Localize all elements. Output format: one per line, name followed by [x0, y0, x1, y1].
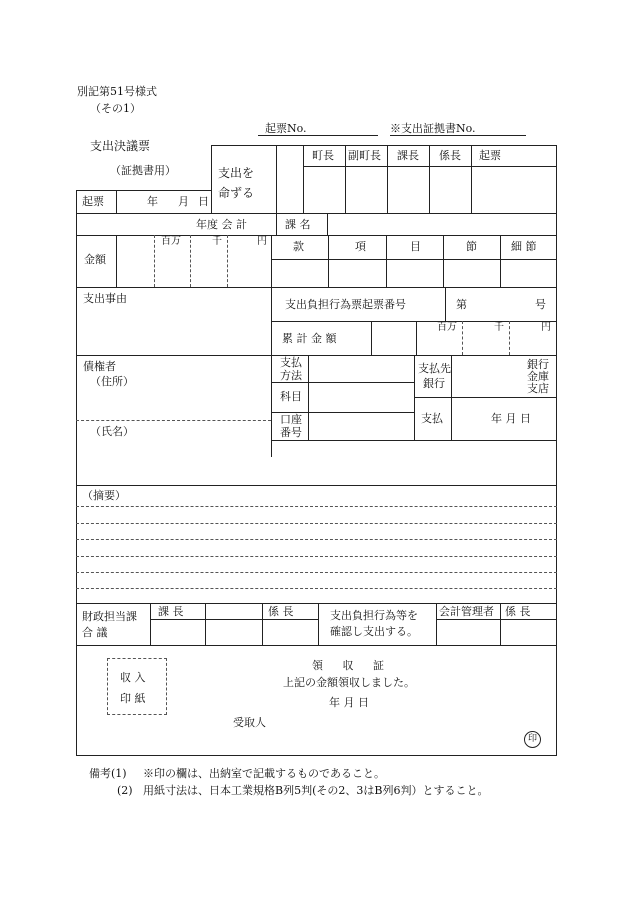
- payment-date: 年 月 日: [491, 412, 531, 425]
- finance-label-2: 合 議: [82, 626, 108, 639]
- accountant-label: 会計管理者: [439, 605, 494, 618]
- voucher-day: 日: [198, 195, 209, 208]
- revenue-stamp-1: 収 入: [120, 671, 146, 684]
- approval-mayor: 町長: [312, 149, 334, 162]
- revenue-stamp-box: [107, 658, 167, 715]
- payment-method-1: 支払: [280, 356, 302, 369]
- finance-section-chief: 課 長: [158, 605, 184, 618]
- evidence-no-field[interactable]: [390, 135, 526, 136]
- voucher-no-field[interactable]: [258, 135, 378, 136]
- summary-label: （摘要）: [82, 489, 126, 502]
- receipt-text: 上記の金額領収しました。: [283, 676, 415, 689]
- form-subtitle: （証拠書用）: [110, 164, 176, 177]
- bank-type-branch: 支店: [527, 382, 549, 395]
- voucher-no-label: 起票No.: [265, 122, 307, 135]
- budget-saisetsu: 細 節: [511, 240, 537, 253]
- cumulative-amount-label: 累 計 金 額: [282, 332, 337, 345]
- approval-unit-chief: 係長: [439, 149, 461, 162]
- burden-act-number-prefix: 第: [456, 298, 467, 311]
- order-text-1: 支出を: [218, 166, 255, 180]
- account-number-2: 番号: [280, 426, 302, 439]
- payee-bank-2: 銀行: [423, 377, 445, 390]
- approval-top-border: [211, 145, 557, 146]
- confirm-text-2: 確認し支出する。: [330, 625, 418, 638]
- amount-unit-millions: 百万: [161, 236, 181, 247]
- form-part: （その1）: [90, 102, 141, 115]
- payment-subject-label: 科目: [280, 390, 302, 403]
- fiscal-year-account: 年度 会 計: [196, 218, 247, 231]
- creditor-address-label: （住所）: [90, 375, 134, 388]
- recipient-label: 受取人: [233, 716, 266, 729]
- payee-bank-1: 支払先: [418, 362, 451, 375]
- budget-kou: 項: [355, 240, 366, 253]
- approval-drafter: 起票: [479, 149, 501, 162]
- budget-kan: 款: [293, 240, 304, 253]
- finance-label-1: 財政担当課: [82, 610, 137, 623]
- note-2-text: 用紙寸法は、日本工業規格B列5判(その2、3はB列6判）とすること。: [143, 784, 489, 797]
- accountant-clerk-label: 係 長: [505, 605, 531, 618]
- approval-deputy-mayor: 副町長: [348, 149, 381, 162]
- voucher-month: 月: [178, 195, 189, 208]
- creditor-label: 債権者: [83, 360, 116, 373]
- revenue-stamp-2: 印 紙: [120, 692, 146, 705]
- cumulative-unit-thousands: 千: [494, 322, 504, 333]
- note-2-number: (2): [117, 784, 133, 797]
- creditor-name-label: （氏名）: [90, 425, 134, 438]
- order-text-2: 命ずる: [218, 186, 255, 200]
- cumulative-unit-yen: 円: [541, 322, 551, 333]
- section-name-label: 課 名: [285, 218, 311, 231]
- amount-unit-yen: 円: [257, 236, 267, 247]
- voucher-year: 年: [147, 195, 158, 208]
- approval-section-chief: 課長: [397, 149, 419, 162]
- receipt-title: 領 収 証: [312, 659, 392, 672]
- evidence-no-label: ※支出証拠書No.: [390, 122, 476, 135]
- note-1-number: 備考(1): [89, 767, 127, 780]
- bank-type-credit: 金庫: [527, 370, 549, 383]
- seal-mark-icon: 印: [524, 731, 541, 748]
- payment-date-label: 支払: [421, 412, 443, 425]
- confirm-text-1: 支出負担行為等を: [330, 609, 418, 622]
- bank-type-bank: 銀行: [527, 358, 549, 371]
- note-1-text: ※印の欄は、出納室で記載するものであること。: [143, 767, 385, 780]
- payment-method-2: 方法: [280, 369, 302, 382]
- payment-reason-label: 支出事由: [83, 292, 127, 305]
- finance-unit-chief: 係 長: [268, 605, 294, 618]
- form-title: 支出決議票: [90, 139, 151, 153]
- burden-act-label: 支出負担行為票起票番号: [285, 298, 406, 311]
- burden-act-number-suffix: 号: [535, 298, 546, 311]
- form-number: 別記第51号様式: [77, 85, 157, 98]
- budget-moku: 目: [410, 240, 421, 253]
- account-number-1: 口座: [280, 413, 302, 426]
- voucher-date-label: 起票: [82, 195, 104, 208]
- amount-label: 金額: [84, 253, 106, 266]
- amount-unit-thousands: 千: [212, 236, 222, 247]
- cumulative-unit-millions: 百万: [437, 322, 457, 333]
- receipt-date: 年 月 日: [329, 696, 369, 709]
- budget-setsu: 節: [466, 240, 477, 253]
